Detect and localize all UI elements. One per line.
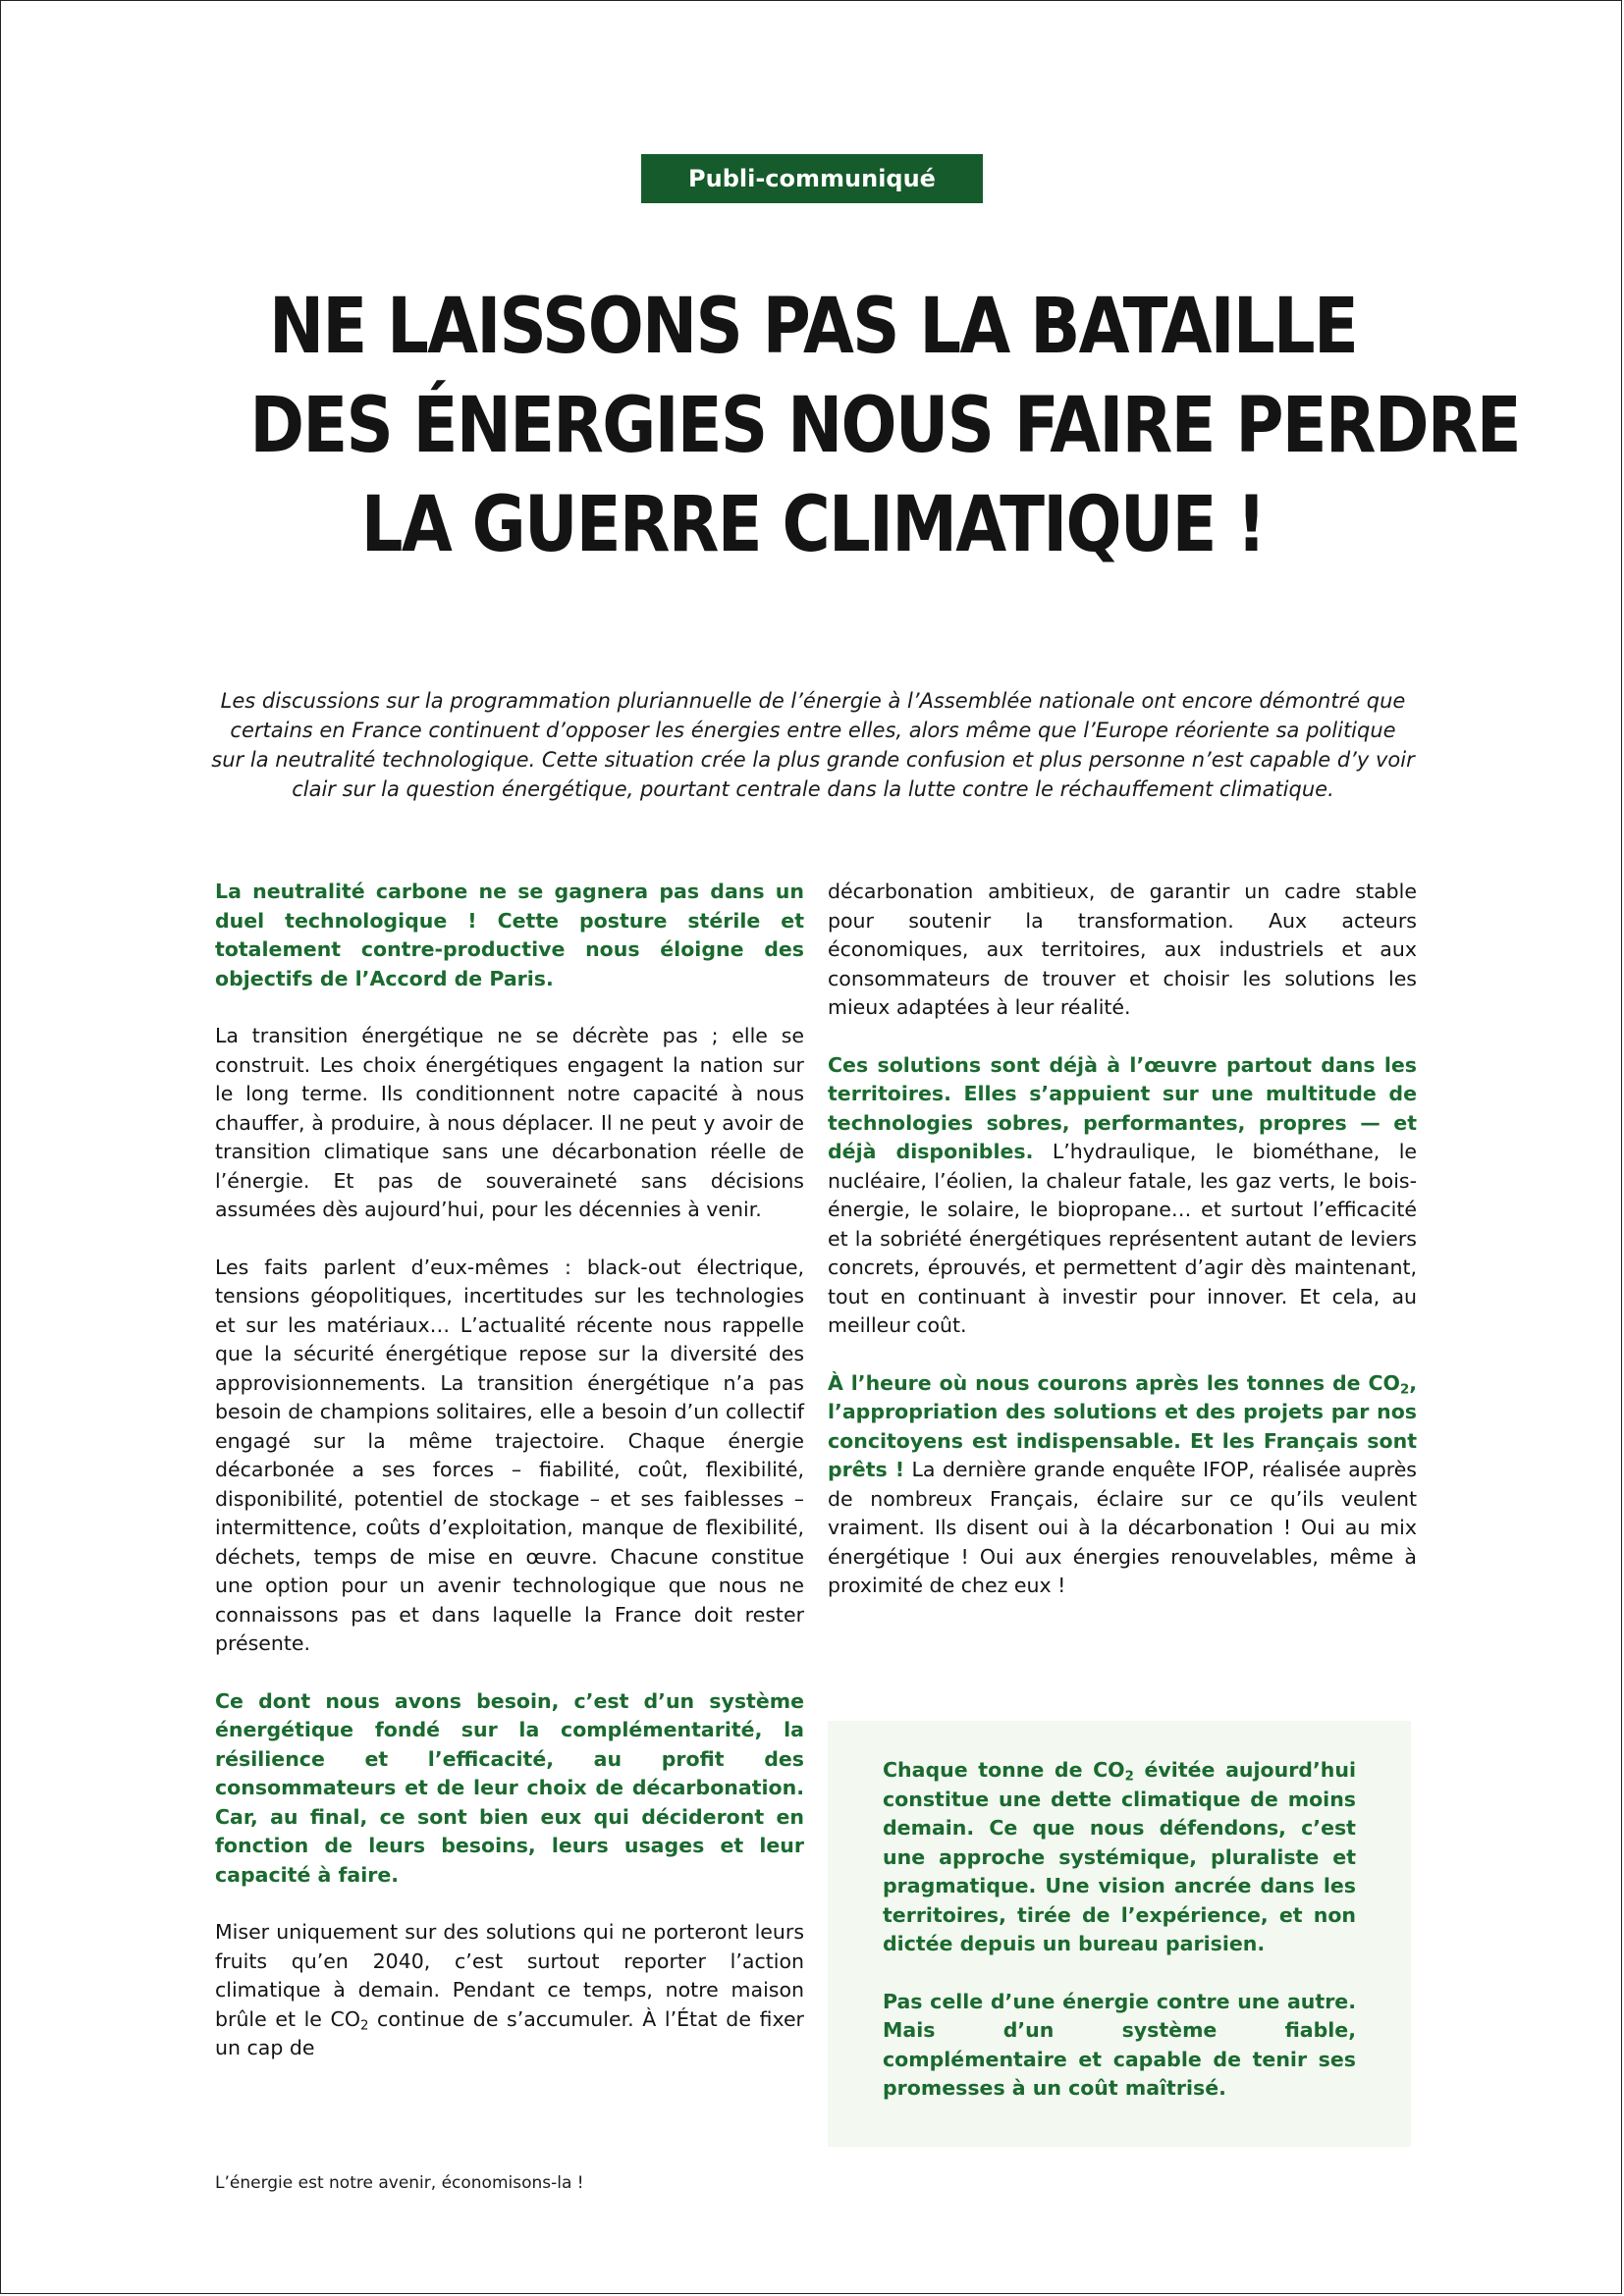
headline	[249, 278, 1520, 575]
left-paragraph-2: La transition énergétique ne se décrète pas ; elle se construit. Les choix énergétiques engagent la nation sur le long terme. Ils conditionnent notre capacité à nous chauffer, à produire, à nous déplacer. Il ne peut y avoir de transition climatique sans une décarbonation réelle de l’énergie. Et pas de souveraineté sans décisions assumées dès aujourd’hui, pour les décennies à venir.	[215, 1024, 804, 1221]
callout-p1-text-a: Chaque tonne de CO	[883, 1758, 1125, 1782]
left-green-paragraph-4: Ce dont nous avons besoin, c’est d’un système énergétique fondé sur la complémentarité, la résilience et l’efficacité, au profit des consommateurs et de leur choix de décarbonation. Car, au final, ce sont bien eux qui décideront en fonction de leurs besoins, leurs usages et leur capacité à faire.	[215, 1688, 804, 1887]
right-paragraph-2	[828, 1051, 1417, 1341]
headline-line-1: NE LAISSONS PAS LA BATAILLE	[268, 283, 1358, 371]
left-green-paragraph-1: La neutralité carbone ne se gagnera pas dans un duel technologique ! Cette posture stérile et totalement contre-productive nous éloigne des objectifs de l’Accord de Paris.	[215, 880, 804, 990]
callout-box	[828, 1721, 1411, 2147]
left-p5-text-a: Miser uniquement sur des solutions qui ne porteront leurs fruits qu’en 2040, c’est surtout reporter l’action climatique à demain. Pendant ce temps, notre maison brûle et le CO	[215, 1920, 804, 2031]
headline-line-3: LA GUERRE CLIMATIQUE !	[360, 481, 1266, 569]
left-p5-subscript: 2	[359, 2017, 369, 2033]
callout-paragraph-1	[883, 1756, 1356, 1959]
intro-paragraph: Les discussions sur la programmation pluriannuelle de l’énergie à l’Assemblée nationale ont encore démontré que certains en France continuent d’opposer les énergies entre elles, alors même que l’Europe réoriente sa politique sur la neutralité technologique. Cette situation crée la plus grande confusion et plus personne n’est capable d’y voir clair sur la question énergétique, pourtant centrale dans la lutte contre le réchauffement climatique.	[211, 689, 1415, 801]
left-paragraph-5	[215, 1918, 804, 2063]
right-p3-green-b: , l’appropriation des solutions et des projets par nos concitoyens est indispensable. Et les Français sont prêts !	[828, 1370, 1417, 1481]
right-paragraph-3	[828, 1369, 1417, 1601]
callout-p1-subscript: 2	[1124, 1769, 1134, 1785]
right-p3-text: La dernière grande enquête IFOP, réalisée auprès de nombreux Français, éclaire sur ce qu’ils veulent vraiment. Ils disent oui à la décarbonation ! Oui au mix énergétique ! Oui aux énergies renouvelables, même à proximité de chez eux !	[828, 1458, 1417, 1597]
right-p2-green: Ces solutions sont déjà à l’œuvre partout dans les territoires. Elles s’appuient sur une multitude de technologies sobres, performantes, propres — et déjà disponibles.	[828, 1052, 1417, 1163]
right-p2-text: L’hydraulique, le biométhane, le nucléaire, l’éolien, la chaleur fatale, les gaz verts, le bois-énergie, le solaire, le biopropane… et surtout l’efficacité et la sobriété énergétiques représentent autant de leviers concrets, éprouvés, et permettent d’agir dès maintenant, tout en continuant à investir pour innover. Et cela, au meilleur coût.	[828, 1140, 1418, 1337]
right-p3-green-a: À l’heure où nous courons après les tonnes de CO	[828, 1370, 1400, 1395]
left-p5-text-b: continue de s’accumuler. À l’État de fixer un cap de	[215, 2006, 804, 2059]
callout-p1-text-b: évitée aujourd’hui constitue une dette climatique de moins demain. Ce que nous défendons, c’est une approche systémique, pluraliste et pragmatique. Une vision ancrée dans les territoires, tirée de l’expérience, et non dictée depuis un bureau parisien.	[883, 1758, 1356, 1955]
callout-paragraph-2: Pas celle d’une énergie contre une autre. Mais d’un système fiable, complémentaire et capable de tenir ses promesses à un coût maîtrisé.	[883, 1989, 1356, 2100]
left-paragraph-3: Les faits parlent d’eux-mêmes : black-out électrique, tensions géopolitiques, incertitudes sur les technologies et sur les matériaux… L’actualité récente nous rappelle que la sécurité énergétique repose sur la diversité des approvisionnements. La transition énergétique n’a pas besoin de champions solitaires, elle a besoin d’un collectif engagé sur la même trajectoire. Chaque énergie décarbonée a ses forces – fiabilité, coût, flexibilité, disponibilité, potentiel de stockage – et ses faiblesses – intermittence, coûts d’exploitation, manque de flexibilité, déchets, temps de mise en œuvre. Chacune constitue une option pour un avenir technologique que nous ne connaissons pas et dans laquelle la France doit rester présente.	[215, 1255, 804, 1655]
footer-slogan: L’énergie est notre avenir, économisons-la !	[215, 2173, 584, 2193]
right-p3-subscript: 2	[1399, 1381, 1410, 1397]
left-column	[215, 878, 804, 2092]
headline-line-2: DES ÉNERGIES NOUS FAIRE PERDRE	[249, 382, 1520, 470]
right-column	[828, 878, 1417, 1629]
right-paragraph-1: décarbonation ambitieux, de garantir un cadre stable pour soutenir la transformation. Aux acteurs économiques, aux territoires, aux industriels et aux consommateurs de trouver et choisir les solutions les mieux adaptées à leur réalité.	[828, 880, 1417, 1019]
publi-communique-badge: Publi-communiqué	[641, 154, 983, 203]
